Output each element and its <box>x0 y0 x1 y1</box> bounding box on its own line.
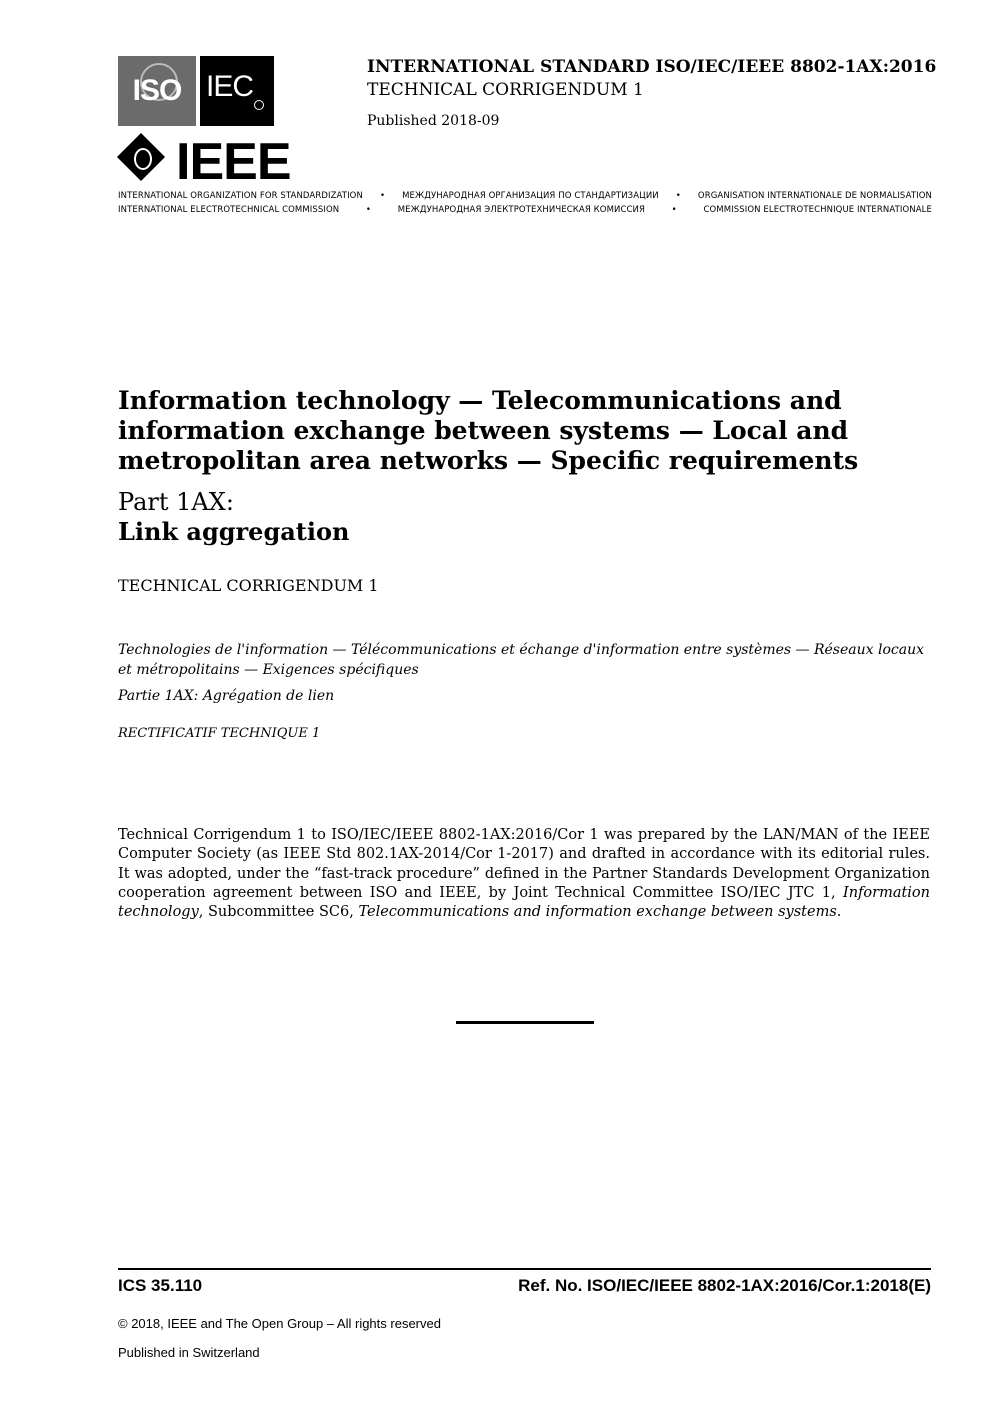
iso-logo-text: ISO <box>132 74 182 107</box>
org-separator: • <box>675 191 681 201</box>
org-separator: • <box>671 205 677 215</box>
iec-logo <box>200 56 274 126</box>
french-corrigendum-label: RECTIFICATIF TECHNIQUE 1 <box>118 726 321 741</box>
foreword-italic-subcommittee: Telecommunications and information exchange between systems <box>358 904 837 921</box>
footer-rule <box>118 1268 931 1270</box>
ieee-logo-text: IEEE <box>176 133 291 191</box>
org-iec-ru: МЕЖДУНАРОДНАЯ ЭЛЕКТРОТЕХНИЧЕСКАЯ КОМИССИЯ <box>397 205 645 215</box>
foreword-text-1: Technical Corrigendum 1 to ISO/IEC/IEEE 8802-1AX:2016/Cor 1 was prepared by the LAN/MAN of the IEEE Computer Society (as IEEE Std 802.1AX-2014/Cor 1-2017) and drafted in accordance with its editorial rules. It was adopted, under the “fast-track procedure” defined in the Partner Standards Development Organization cooperation agreement between ISO and IEEE, by Joint Technical Committee ISO/IEC JTC 1, <box>118 827 930 901</box>
org-separator: • <box>365 205 372 215</box>
published-in: Published in Switzerland <box>118 1345 260 1360</box>
foreword-paragraph <box>118 826 930 922</box>
ieee-kite-icon <box>134 148 152 170</box>
org-iso-en: INTERNATIONAL ORGANIZATION FOR STANDARDIZATION <box>118 191 363 201</box>
published-date: Published 2018-09 <box>367 113 500 129</box>
registered-mark-icon <box>254 100 264 110</box>
header-corrigendum: TECHNICAL CORRIGENDUM 1 <box>367 80 644 100</box>
ieee-logo <box>118 134 313 190</box>
org-iec-fr: COMMISSION ELECTROTECHNIQUE INTERNATIONALE <box>703 205 932 215</box>
iec-logo-text: IEC <box>206 70 254 103</box>
ics-code: ICS 35.110 <box>118 1276 203 1295</box>
french-title: Technologies de l'information — Télécommunications et échange d'information entre systèmes — Réseaux locaux et métropolitains — Exigences spécifiques <box>118 642 924 678</box>
foreword-text-3: . <box>836 904 842 921</box>
organizations-line-1 <box>118 191 932 201</box>
part-label: Part 1AX: <box>118 488 234 516</box>
copyright-notice: © 2018, IEEE and The Open Group – All rights reserved <box>118 1316 441 1331</box>
document-title: Information technology — Telecommunications and information exchange between systems — Local and metropolitan area networks — Specific requirements <box>118 386 859 475</box>
foreword-text-2: , Subcommittee SC6, <box>198 904 359 921</box>
corrigendum-label: TECHNICAL CORRIGENDUM 1 <box>118 576 379 595</box>
standard-designation: INTERNATIONAL STANDARD ISO/IEC/IEEE 8802-1AX:2016 <box>367 57 937 77</box>
foreword-italic-committee: Information technology <box>118 884 930 921</box>
org-separator: • <box>379 191 386 201</box>
reference-number: Ref. No. ISO/IEC/IEEE 8802-1AX:2016/Cor.1:2018(E) <box>518 1276 931 1295</box>
org-iso-fr: ORGANISATION INTERNATIONALE DE NORMALISATION <box>697 191 932 201</box>
section-divider <box>456 1021 594 1024</box>
org-iec-en: INTERNATIONAL ELECTROTECHNICAL COMMISSION <box>118 205 340 215</box>
iso-logo <box>118 56 196 126</box>
organizations-line-2 <box>118 205 932 215</box>
org-iso-ru: МЕЖДУНАРОДНАЯ ОРГАНИЗАЦИЯ ПО СТАНДАРТИЗАЦИИ <box>402 191 659 201</box>
part-title: Link aggregation <box>118 517 350 546</box>
french-part-title: Partie 1AX: Agrégation de lien <box>118 688 335 704</box>
